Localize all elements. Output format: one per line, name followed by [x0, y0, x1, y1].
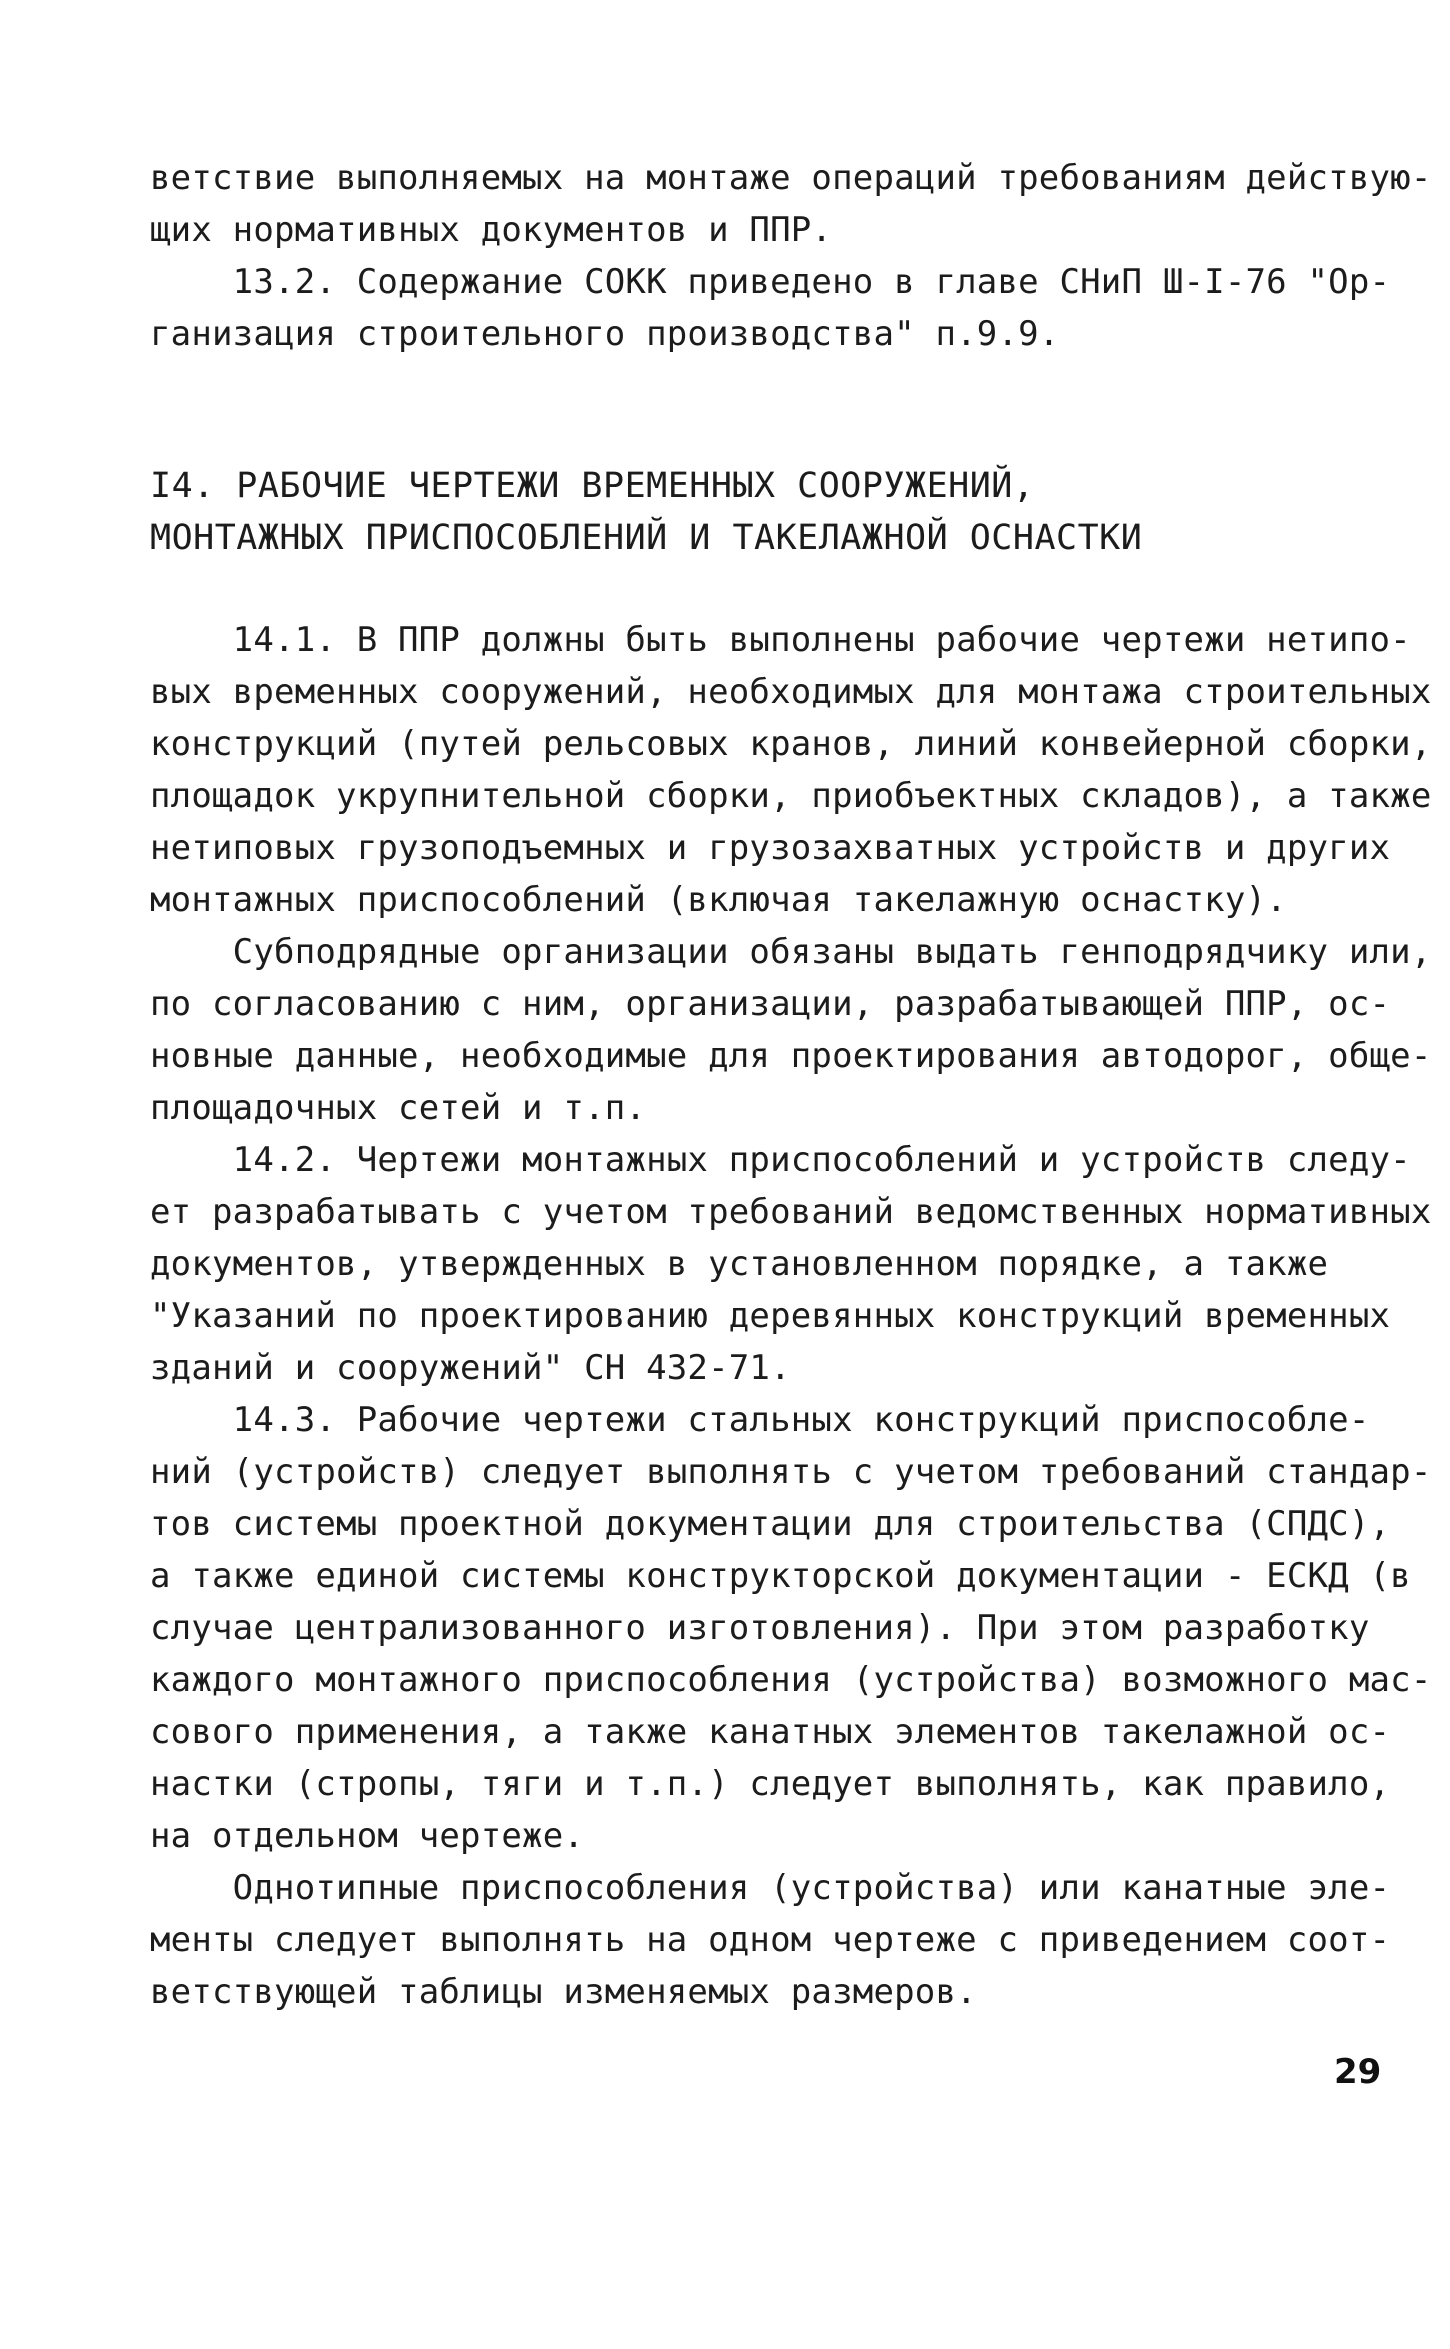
text-line: новные данные, необходимые для проектирования автодорог, обще-: [150, 1036, 1432, 1076]
text-line: Субподрядные организации обязаны выдать генподрядчику или,: [150, 932, 1432, 972]
text-line: сового применения, а также канатных элементов такелажной ос-: [150, 1712, 1391, 1752]
text-line: щих нормативных документов и ППР.: [150, 210, 833, 250]
text-line: ний (устройств) следует выполнять с учетом требований стандар-: [150, 1452, 1432, 1492]
text-line: конструкций (путей рельсовых кранов, линий конвейерной сборки,: [150, 724, 1432, 764]
text-line: вых временных сооружений, необходимых для монтажа строительных: [150, 672, 1432, 712]
text-line: 14.1. В ППР должны быть выполнены рабочие чертежи нетипо-: [150, 620, 1411, 660]
text-line: ет разрабатывать с учетом требований ведомственных нормативных: [150, 1192, 1432, 1232]
text-line: нетиповых грузоподъемных и грузозахватных устройств и других: [150, 828, 1391, 868]
text-line: документов, утвержденных в установленном порядке, а также: [150, 1244, 1329, 1284]
text-line: "Указаний по проектированию деревянных конструкций временных: [150, 1296, 1391, 1336]
text-line: площадок укрупнительной сборки, приобъектных складов), а также: [150, 776, 1432, 816]
heading-line: МОНТАЖНЫХ ПРИСПОСОБЛЕНИЙ И ТАКЕЛАЖНОЙ ОСНАСТКИ: [150, 518, 1143, 558]
text-line: площадочных сетей и т.п.: [150, 1088, 647, 1128]
text-line: ветствующей таблицы изменяемых размеров.: [150, 1972, 977, 2012]
text-line: 14.3. Рабочие чертежи стальных конструкций приспособле-: [150, 1400, 1370, 1440]
text-line: монтажных приспособлений (включая такелажную оснастку).: [150, 880, 1287, 920]
page-number: 29: [1334, 2052, 1382, 2092]
text-line: тов системы проектной документации для строительства (СПДС),: [150, 1504, 1391, 1544]
text-line: Однотипные приспособления (устройства) или канатные эле-: [150, 1868, 1391, 1908]
text-line: по согласованию с ним, организации, разрабатывающей ППР, ос-: [150, 984, 1391, 1024]
text-line: 14.2. Чертежи монтажных приспособлений и устройств следу-: [150, 1140, 1411, 1180]
text-line: настки (стропы, тяги и т.п.) следует выполнять, как правило,: [150, 1764, 1391, 1804]
text-line: а также единой системы конструкторской документации - ЕСКД (в: [150, 1556, 1411, 1596]
text-line: ганизация строительного производства" п.9.9.: [150, 314, 1060, 354]
heading-line: I4. РАБОЧИЕ ЧЕРТЕЖИ ВРЕМЕННЫХ СООРУЖЕНИЙ,: [150, 466, 1035, 506]
text-line: 13.2. Содержание СОКК приведено в главе СНиП Ш-I-76 "Ор-: [150, 262, 1391, 302]
text-line: каждого монтажного приспособления (устройства) возможного мас-: [150, 1660, 1432, 1700]
text-line: случае централизованного изготовления). При этом разработку: [150, 1608, 1370, 1648]
text-line: ветствие выполняемых на монтаже операций требованиям действую-: [150, 158, 1432, 198]
text-line: зданий и сооружений" СН 432-71.: [150, 1348, 791, 1388]
text-line: на отдельном чертеже.: [150, 1816, 585, 1856]
text-line: менты следует выполнять на одном чертеже с приведением соот-: [150, 1920, 1391, 1960]
